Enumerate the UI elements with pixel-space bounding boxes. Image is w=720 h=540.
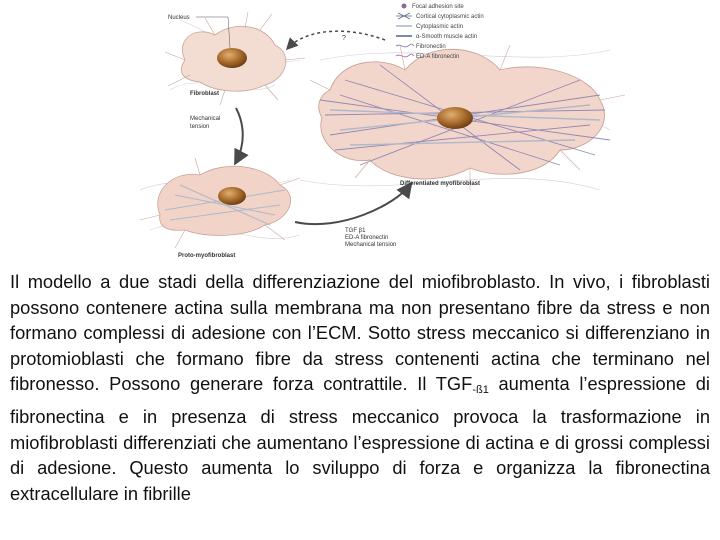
- fibroblast-cell: [165, 12, 305, 105]
- arrow-fibroblast-to-proto: [236, 108, 243, 162]
- tgf-label-line2: ED-A fibronectin: [345, 235, 389, 241]
- caption-text-part2: aumenta l’espressione di fibronectina e in presenza di stress meccanico provoca la trasformazione in miofibroblasti differenziati che aumentano l’espressione di actina e di grossi complessi di adesione. Questo aumenta lo sviluppo di forza e organizza la fibronectina extracellulare in fibrille: [10, 373, 710, 504]
- question-mark: ?: [342, 35, 346, 42]
- fibroblast-label: Fibroblast: [190, 91, 220, 97]
- proto-myofibroblast-cell: [140, 158, 300, 248]
- caption-subscript: -ß1: [472, 384, 489, 397]
- legend-label-0: Focal adhesion site: [412, 4, 464, 10]
- legend-label-2: Cytoplasmic actin: [416, 24, 464, 30]
- figure-caption: [10, 269, 710, 506]
- focal-adhesion-icon: [402, 4, 407, 9]
- tgf-label-line1: TGF β1: [345, 228, 366, 234]
- myofibroblast-diagram: [0, 0, 720, 265]
- mechanical-tension-label-line1: Mechanical: [190, 116, 221, 122]
- legend-label-5: ED-A fibronectin: [416, 54, 460, 60]
- caption-text-part1: Il modello a due stadi della differenziazione del miofibroblasto. In vivo, i fibroblasti possono contenere actina sulla membrana ma non presentano fibre da stress e non formano complessi di adesione con l’ECM. Sotto stress meccanico si differenziano in protomioblasti che formano fibre da stress contenenti actina che terminano nel fibronesso. Possono generare forza contrattile. Il TGF: [10, 271, 710, 395]
- nucleus-label: Nucleus: [168, 15, 190, 21]
- legend-label-3: α-Smooth muscle actin: [416, 34, 478, 40]
- legend-label-1: Cortical cytoplasmic actin: [416, 14, 484, 20]
- differentiated-myofibroblast-cell: [310, 45, 625, 190]
- mechanical-tension-label-line2: tension: [190, 124, 210, 130]
- cortical-actin-icon: [396, 13, 412, 19]
- differentiated-myofibroblast-label: Differentiated myofibroblast: [400, 181, 481, 187]
- nucleus: [218, 187, 246, 205]
- proto-myofibroblast-label: Proto-myofibroblast: [178, 253, 236, 259]
- fibronectin-icon: [396, 44, 414, 47]
- arrow-differentiated-to-fibroblast: [288, 31, 385, 48]
- arrow-proto-to-differentiated: [295, 185, 410, 224]
- legend-label-4: Fibronectin: [416, 44, 446, 50]
- tgf-label-line3: Mechanical tension: [345, 242, 397, 248]
- nucleus: [217, 48, 247, 68]
- nucleus: [437, 107, 473, 129]
- ed-a-fibronectin-icon: [396, 54, 414, 57]
